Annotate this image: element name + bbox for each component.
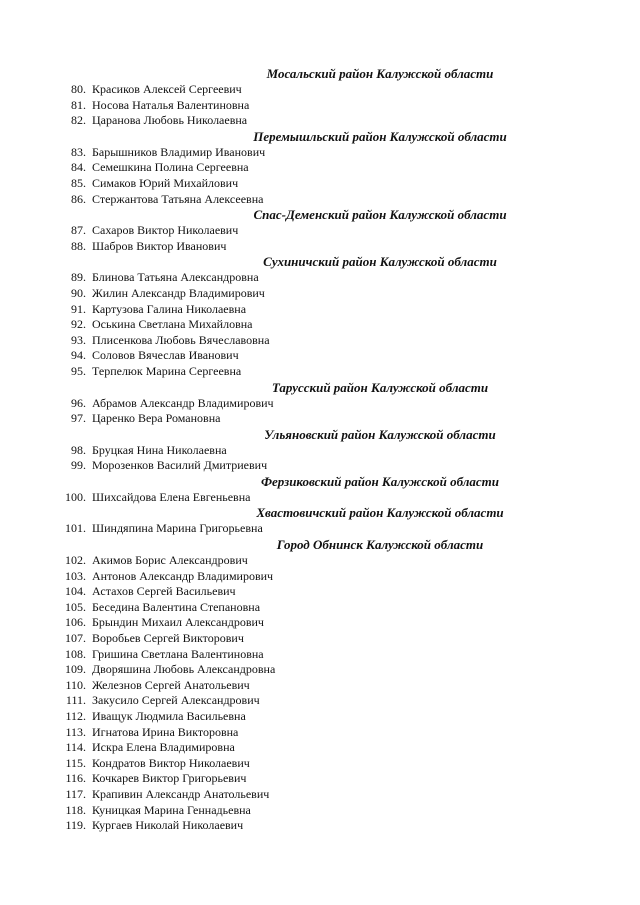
region-heading: Тарусский район Калужской области — [271, 379, 489, 395]
person-name: Бруцкая Нина Николаевна — [92, 442, 227, 457]
item-number: 81. — [71, 97, 86, 112]
list-item — [0, 662, 640, 678]
list-item — [0, 239, 640, 255]
list-item — [0, 113, 640, 129]
person-name: Морозенков Василий Дмитриевич — [92, 458, 268, 473]
person-name: Стержантова Татьяна Алексеевна — [92, 191, 264, 206]
person-name: Брындин Михаил Александрович — [92, 615, 264, 630]
list-item — [0, 600, 640, 616]
item-number: 84. — [71, 160, 86, 175]
list-item — [0, 333, 640, 349]
list-item — [0, 771, 640, 787]
list-item — [0, 364, 640, 380]
list-item — [0, 396, 640, 412]
region-heading: Спас-Деменский район Калужской области — [253, 207, 507, 223]
person-name: Гришина Светлана Валентиновна — [92, 646, 264, 661]
region-heading: Хвастовичский район Калужской области — [256, 505, 504, 521]
person-name: Шиндяпина Марина Григорьевна — [92, 521, 263, 536]
item-number: 83. — [71, 144, 86, 159]
list-item — [0, 160, 640, 176]
region-heading: Сухиничский район Калужской области — [263, 254, 497, 270]
list-item — [0, 647, 640, 663]
person-name: Царанова Любовь Николаевна — [92, 113, 248, 128]
person-name: Железнов Сергей Анатольевич — [92, 677, 250, 692]
item-number: 92. — [71, 317, 86, 332]
list-item — [0, 553, 640, 569]
person-name: Семешкина Полина Сергеевна — [92, 160, 249, 175]
list-item — [0, 98, 640, 114]
item-number: 114. — [65, 740, 86, 755]
item-number: 117. — [65, 786, 86, 801]
person-name: Царенко Вера Романовна — [92, 411, 221, 426]
list-item — [0, 678, 640, 694]
item-number: 106. — [65, 615, 86, 630]
person-name: Куницкая Марина Геннадьевна — [92, 802, 251, 817]
item-number: 119. — [65, 818, 86, 833]
person-name: Беседина Валентина Степановна — [92, 599, 261, 614]
item-number: 87. — [71, 223, 86, 238]
person-name: Крапивин Александр Анатольевич — [92, 786, 270, 801]
person-name: Воробьев Сергей Викторович — [92, 631, 244, 646]
list-item — [0, 286, 640, 302]
list-item — [0, 411, 640, 427]
item-number: 96. — [71, 395, 86, 410]
item-number: 112. — [65, 709, 86, 723]
document-body — [0, 66, 640, 834]
item-number: 90. — [71, 285, 86, 300]
list-item — [0, 787, 640, 803]
list-item — [0, 631, 640, 647]
item-number: 93. — [71, 332, 86, 347]
item-number: 116. — [65, 771, 86, 786]
list-item — [0, 569, 640, 585]
item-number: 102. — [65, 553, 86, 568]
item-number: 99. — [71, 458, 86, 473]
person-name: Искра Елена Владимировна — [92, 740, 235, 755]
item-number: 80. — [71, 82, 86, 96]
item-number: 95. — [71, 363, 86, 378]
item-number: 107. — [65, 631, 86, 646]
item-number: 108. — [65, 646, 86, 661]
person-name: Соловов Вячеслав Иванович — [92, 348, 239, 363]
list-item — [0, 270, 640, 286]
list-item — [0, 740, 640, 756]
person-name: Барышников Владимир Иванович — [92, 144, 266, 159]
item-number: 109. — [65, 662, 86, 677]
person-name: Плисенкова Любовь Вячеславовна — [92, 332, 270, 347]
item-number: 103. — [65, 568, 86, 583]
region-heading: Город Обнинск Калужской области — [276, 537, 484, 553]
item-number: 100. — [65, 489, 86, 504]
person-name: Картузова Галина Николаевна — [92, 301, 247, 316]
person-name: Шабров Виктор Иванович — [92, 238, 227, 253]
list-item — [0, 693, 640, 709]
list-item — [0, 521, 640, 537]
person-name: Симаков Юрий Михайлович — [92, 175, 239, 190]
list-item — [0, 192, 640, 208]
list-item — [0, 458, 640, 474]
list-item — [0, 490, 640, 506]
item-number: 88. — [71, 238, 86, 253]
list-item — [0, 725, 640, 741]
person-name: Антонов Александр Владимирович — [92, 568, 274, 583]
person-name: Шихсайдова Елена Евгеньевна — [92, 489, 251, 504]
item-number: 89. — [71, 270, 86, 285]
person-name: Акимов Борис Александрович — [92, 553, 248, 568]
region-heading: Ульяновский район Калужской области — [264, 426, 496, 442]
list-item — [0, 145, 640, 161]
person-name: Закусило Сергей Александрович — [92, 693, 260, 708]
person-name: Блинова Татьяна Александровна — [92, 270, 259, 285]
item-number: 91. — [71, 301, 86, 316]
list-item — [0, 443, 640, 459]
item-number: 111. — [65, 693, 86, 708]
item-number: 85. — [71, 175, 86, 190]
item-number: 101. — [65, 521, 86, 536]
person-name: Кургаев Николай Николаевич — [92, 818, 244, 833]
list-item — [0, 223, 640, 239]
person-name: Абрамов Александр Владимирович — [92, 395, 274, 410]
item-number: 105. — [65, 599, 86, 614]
list-item — [0, 709, 640, 725]
person-name: Игнатова Ирина Викторовна — [92, 724, 239, 739]
person-name: Жилин Александр Владимирович — [92, 285, 265, 300]
person-name: Кочкарев Виктор Григорьевич — [92, 771, 247, 786]
region-heading: Перемышльский район Калужской области — [253, 128, 507, 144]
item-number: 97. — [71, 411, 86, 426]
person-name: Терпелюк Марина Сергеевна — [92, 363, 242, 378]
list-item — [0, 317, 640, 333]
person-name: Носова Наталья Валентиновна — [92, 97, 250, 112]
item-number: 115. — [65, 755, 86, 770]
person-name: Дворяшина Любовь Александровна — [92, 662, 276, 677]
item-number: 86. — [71, 191, 86, 206]
person-name: Астахов Сергей Васильевич — [92, 584, 236, 599]
item-number: 110. — [65, 677, 86, 692]
region-heading: Мосальский район Калужской области — [266, 66, 494, 81]
person-name: Красиков Алексей Сергеевич — [92, 82, 242, 96]
list-item — [0, 756, 640, 772]
list-item — [0, 584, 640, 600]
list-item — [0, 176, 640, 192]
list-item — [0, 82, 640, 98]
item-number: 113. — [65, 724, 86, 739]
person-name: Оськина Светлана Михайловна — [92, 317, 253, 332]
item-number: 104. — [65, 584, 86, 599]
region-heading: Ферзиковский район Калужской области — [260, 473, 500, 489]
person-name: Сахаров Виктор Николаевич — [92, 223, 239, 238]
person-name: Иващук Людмила Васильевна — [92, 709, 246, 723]
item-number: 98. — [71, 442, 86, 457]
item-number: 82. — [71, 113, 86, 128]
list-item — [0, 818, 640, 834]
list-item — [0, 803, 640, 819]
list-item — [0, 302, 640, 318]
list-item — [0, 348, 640, 364]
item-number: 118. — [65, 802, 86, 817]
list-item — [0, 615, 640, 631]
item-number: 94. — [71, 348, 86, 363]
person-name: Кондратов Виктор Николаевич — [92, 755, 250, 770]
